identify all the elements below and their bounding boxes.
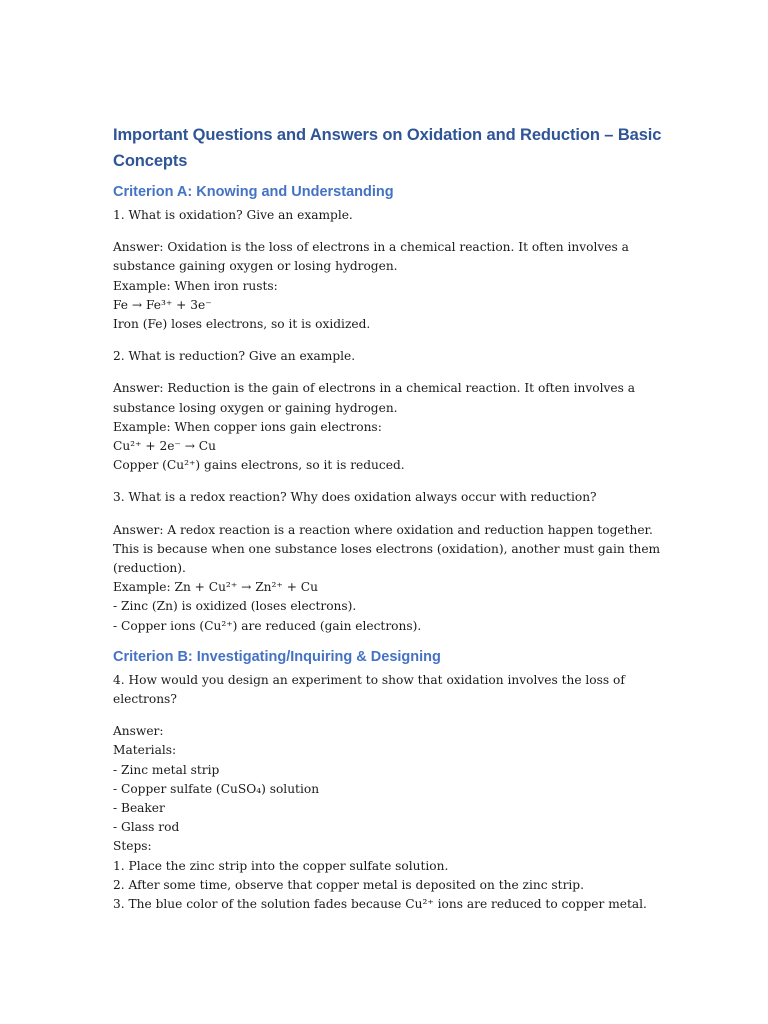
answer-line: Example: Zn + Cu²⁺ → Zn²⁺ + Cu [113, 580, 318, 595]
answer-line: - Glass rod [113, 820, 180, 835]
question-4: 4. How would you design an experiment to show that oxidation involves the loss of electrons? [113, 672, 625, 707]
answer-line: Fe → Fe³⁺ + 3e⁻ [113, 297, 212, 312]
section-heading-a: Criterion A: Knowing and Understanding [113, 184, 394, 200]
answer-line: Answer: [113, 724, 164, 739]
answer-line: Copper (Cu²⁺) gains electrons, so it is reduced. [113, 458, 405, 473]
answer-1 [113, 238, 673, 334]
answer-line: Iron (Fe) loses electrons, so it is oxidized. [113, 317, 371, 332]
answer-line: Example: When copper ions gain electrons: [113, 419, 382, 434]
answer-line: Answer: Oxidation is the loss of electrons in a chemical reaction. It often involves a substance gaining oxygen or losing hydrogen. [113, 240, 629, 274]
answer-line: 3. The blue color of the solution fades because Cu²⁺ ions are reduced to copper metal. [113, 897, 647, 912]
answer-line: - Copper sulfate (CuSO₄) solution [113, 781, 320, 796]
answer-line: Steps: [113, 839, 152, 854]
section-heading-b: Criterion B: Investigating/Inquiring & Designing [113, 648, 441, 665]
question-3: 3. What is a redox reaction? Why does oxidation always occur with reduction? [113, 490, 597, 505]
answer-line: Answer: Reduction is the gain of electrons in a chemical reaction. It often involves a substance losing oxygen or gaining hydrogen. [113, 381, 635, 415]
answer-line: Example: When iron rusts: [113, 278, 278, 293]
question-2: 2. What is reduction? Give an example. [113, 349, 356, 364]
document-title: Important Questions and Answers on Oxidation and Reduction – Basic Concepts [113, 126, 662, 170]
answer-line: - Zinc metal strip [113, 762, 220, 777]
answer-line: Materials: [113, 743, 177, 758]
answer-line: 1. Place the zinc strip into the copper sulfate solution. [113, 858, 449, 873]
answer-4 [113, 722, 673, 914]
answer-line: - Copper ions (Cu²⁺) are reduced (gain electrons). [113, 618, 422, 633]
answer-line: Answer: A redox reaction is a reaction where oxidation and reduction happen together. This is because when one substance loses electrons (oxidation), another must gain them (reduction). [113, 522, 661, 576]
answer-line: 2. After some time, observe that copper metal is deposited on the zinc strip. [113, 877, 584, 892]
answer-line: Cu²⁺ + 2e⁻ → Cu [113, 439, 216, 454]
document-page [113, 122, 673, 914]
answer-3 [113, 521, 673, 636]
question-1: 1. What is oxidation? Give an example. [113, 208, 353, 222]
answer-2 [113, 379, 673, 475]
answer-line: - Beaker [113, 801, 165, 816]
answer-line: - Zinc (Zn) is oxidized (loses electrons). [113, 599, 357, 614]
